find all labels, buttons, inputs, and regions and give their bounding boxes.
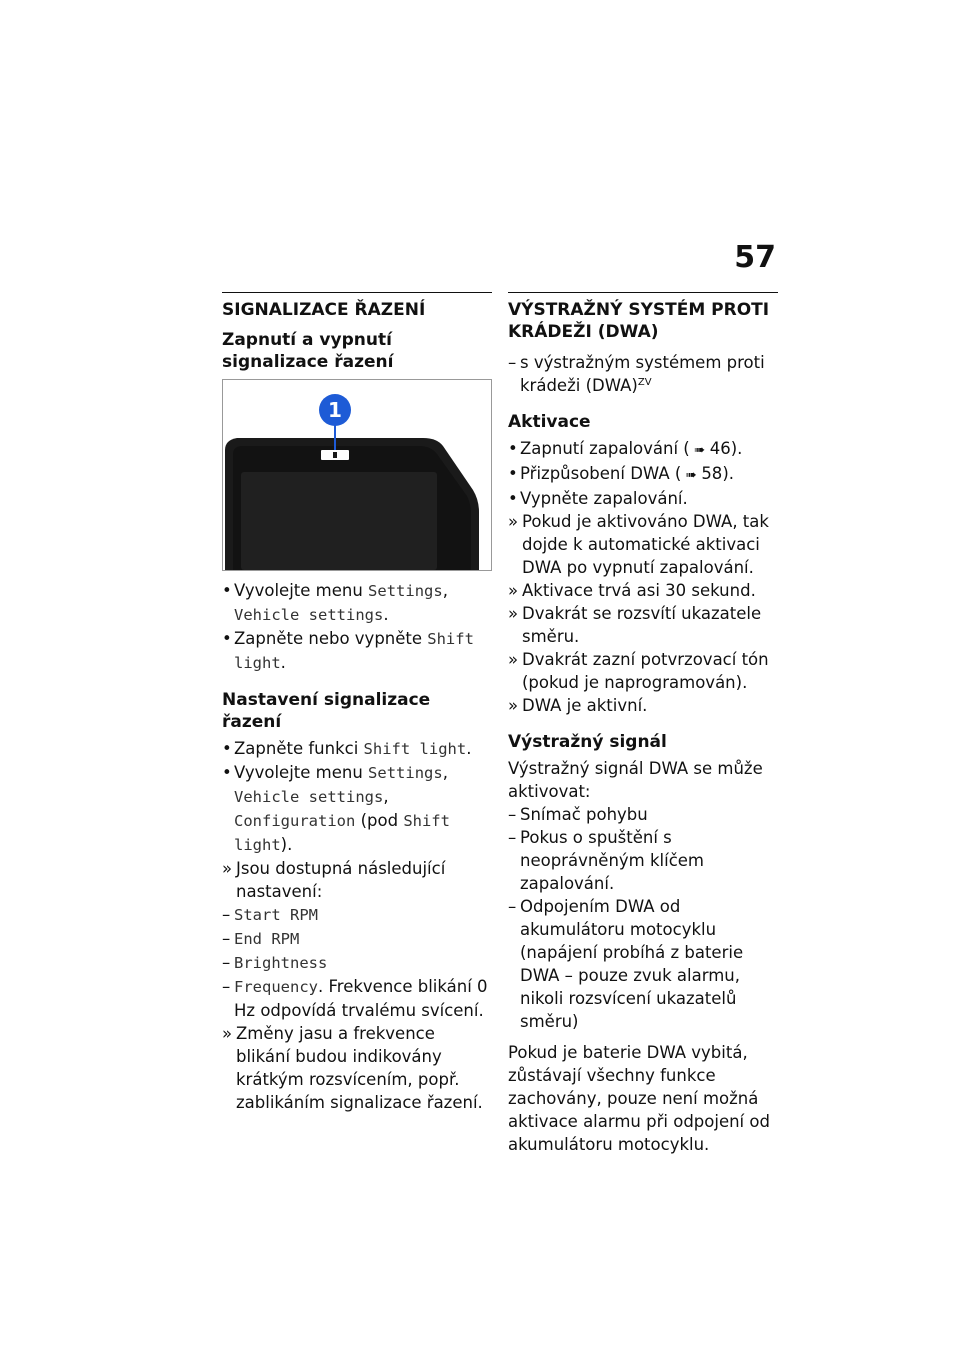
option-item: – Frequency. Frekvence blikání 0 Hz odpovídá trvalému svícení. <box>222 977 488 1020</box>
section-rule <box>508 292 778 293</box>
display-svg <box>223 380 491 570</box>
section-rule <box>222 292 492 293</box>
page-ref-arrow-icon: ➠ <box>694 443 706 458</box>
equipment-note: – s výstražným systémem proti krádeži (DWA)$^{ZV}$ <box>508 353 765 395</box>
section-title-dwa: VÝSTRAŽNÝ SYSTÉM PROTI KRÁDEŽI (DWA) <box>508 300 770 342</box>
step-item: • Vypněte zapalování. <box>508 489 688 508</box>
subheading-alarm-signal: Výstražný signál <box>508 732 667 752</box>
subheading-activation: Aktivace <box>508 412 591 432</box>
signal-intro: Výstražný signál DWA se může aktivovat: <box>508 759 763 801</box>
callout-number: 1 <box>328 398 342 422</box>
option-item: – Brightness <box>222 953 328 972</box>
result-item: » Změny jasu a frekvence blikání budou indikovány krátkým rozsvícením, popř. zablikáním signalizace řazení. <box>222 1024 483 1112</box>
page-number: 57 <box>734 240 776 275</box>
step-item: • Zapnutí zapalování ( ➠ 46). <box>508 437 778 462</box>
section-title-shift-light: SIGNALIZACE ŘAZENÍ <box>222 300 426 320</box>
trigger-item: – Snímač pohybu <box>508 805 648 824</box>
option-item: – Start RPM <box>222 905 318 924</box>
step-item: • Zapněte funkci Shift light. <box>222 739 472 758</box>
step-item: • Vyvolejte menu Settings, Vehicle settings. <box>222 581 448 624</box>
equipment-superscript: ZV <box>637 377 652 388</box>
page-ref-arrow-icon: ➠ <box>685 468 697 483</box>
page-ref-link[interactable]: 46 <box>709 439 731 458</box>
right-column <box>508 292 778 1156</box>
left-column <box>222 292 492 1114</box>
trigger-item: – Odpojením DWA od akumulátoru motocyklu (napájení probíhá z baterie DWA – pouze zvuk alarmu, nikoli rozsvícení ukazatelů směru) <box>508 897 744 1031</box>
subheading-settings: Nastavení signalizace řazení <box>222 690 431 732</box>
page-ref-link[interactable]: 58 <box>701 464 723 483</box>
step-item: • Vyvolejte menu Settings, Vehicle settings, Configuration (pod Shift light). <box>222 763 450 854</box>
step-item: • Přizpůsobení DWA ( ➠ 58). <box>508 462 778 487</box>
result-item: » Dvakrát zazní potvrzovací tón (pokud je naprogramován). <box>508 650 769 692</box>
trigger-item: – Pokus o spuštění s neoprávněným klíčem zapalování. <box>508 828 705 893</box>
subheading-toggle: Zapnutí a vypnutí signalizace řazení <box>222 330 394 372</box>
result-item: » Jsou dostupná následující nastavení: <box>222 859 446 901</box>
dashboard-display-illustration <box>222 379 492 571</box>
step-item: • Zapněte nebo vypněte Shift light. <box>222 629 474 672</box>
result-item: » Dvakrát se rozsvítí ukazatele směru. <box>508 604 762 646</box>
result-item: » Pokud je aktivováno DWA, tak dojde k automatické aktivaci DWA po vypnutí zapalování. <box>508 512 769 577</box>
option-item: – End RPM <box>222 929 300 948</box>
closing-paragraph: Pokud je baterie DWA vybitá, zůstávají všechny funkce zachovány, pouze není možná aktivace alarmu při odpojení od akumulátoru motocyklu. <box>508 1043 770 1154</box>
result-item: » DWA je aktivní. <box>508 696 648 715</box>
result-item: » Aktivace trvá asi 30 sekund. <box>508 581 756 600</box>
